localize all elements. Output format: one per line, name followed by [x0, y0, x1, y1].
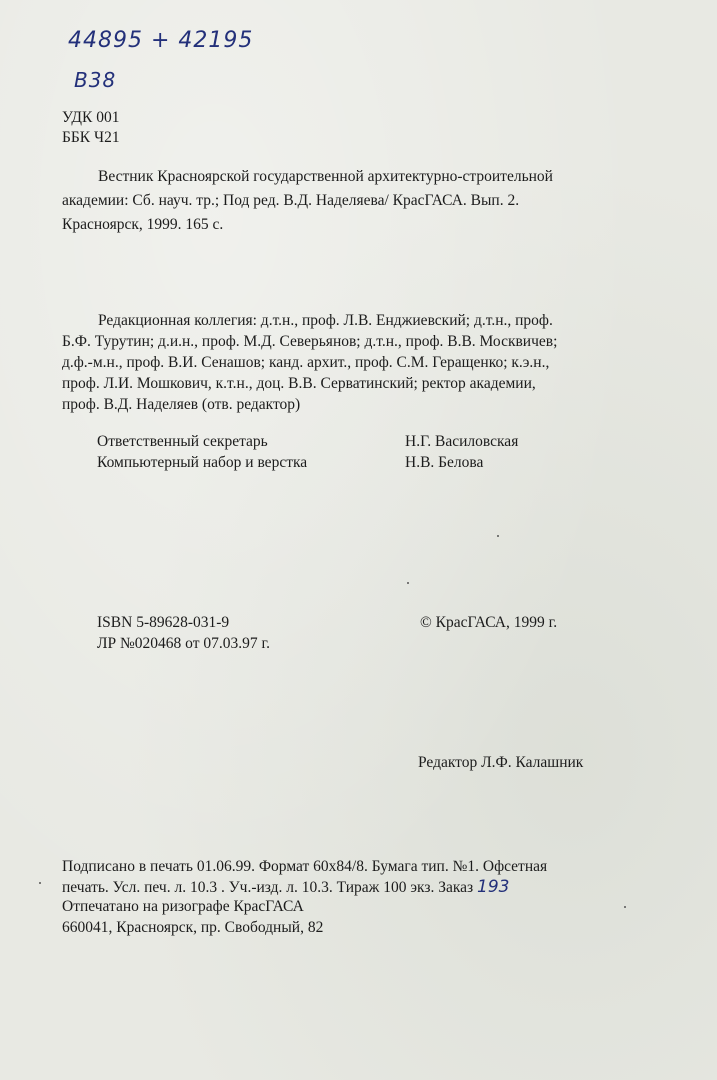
paper-speck — [497, 535, 499, 537]
udk-code: УДК 001 — [62, 109, 120, 126]
citation-line: Вестник Красноярской государственной архитектурно-строительной — [98, 168, 553, 185]
staff-name: Н.Г. Василовская — [405, 433, 519, 450]
editorial-board-line: проф. Л.И. Мошкович, к.т.н., доц. В.В. Серватинский; ректор академии, — [62, 375, 536, 392]
citation-block — [62, 169, 634, 239]
staff-name: Н.В. Белова — [405, 454, 484, 471]
editorial-board-block — [62, 313, 634, 413]
imprint-line-text: печать. Усл. печ. л. 10.3 . Уч.-изд. л. 10.3. Тираж 100 экз. Заказ — [62, 879, 474, 896]
imprint-line: Подписано в печать 01.06.99. Формат 60х84/8. Бумага тип. №1. Офсетная — [62, 858, 548, 875]
paper-speck — [624, 906, 626, 908]
editorial-board-line: Редакционная коллегия: д.т.н., проф. Л.В. Енджиевский; д.т.н., проф. — [98, 312, 553, 329]
citation-line: Красноярск, 1999. 165 с. — [62, 216, 224, 233]
editorial-board-line: проф. В.Д. Наделяев (отв. редактор) — [62, 396, 301, 413]
imprint-line: Отпечатано на ризографе КрасГАСА — [62, 898, 304, 915]
isbn: ISBN 5-89628-031-9 — [97, 614, 230, 631]
paper-speck — [407, 582, 409, 584]
bbk-code: ББК Ч21 — [62, 129, 120, 146]
handwritten-shelf-code: В38 — [74, 68, 117, 92]
paper-speck — [39, 882, 41, 884]
editorial-board-line: д.ф.-м.н., проф. В.И. Сенашов; канд. архит., проф. С.М. Геращенко; к.э.н., — [62, 354, 550, 371]
citation-line: академии: Сб. науч. тр.; Под ред. В.Д. Наделяева/ КрасГАСА. Вып. 2. — [62, 192, 520, 209]
copyright: © КрасГАСА, 1999 г. — [420, 614, 558, 631]
license-number: ЛР №020468 от 07.03.97 г. — [97, 635, 270, 652]
editorial-board-line: Б.Ф. Турутин; д.и.н., проф. М.Д. Северьянов; д.т.н., проф. В.В. Москвичев; — [62, 333, 558, 350]
staff-role: Ответственный секретарь — [97, 433, 268, 450]
staff-role: Компьютерный набор и верстка — [97, 454, 308, 471]
handwritten-order-number: 193 — [477, 877, 510, 897]
editor-credit: Редактор Л.Ф. Калашник — [418, 754, 584, 771]
imprint-line — [62, 879, 509, 896]
imprint-line: 660041, Красноярск, пр. Свободный, 82 — [62, 919, 324, 936]
handwritten-inventory-numbers: 44895 + 42195 — [68, 28, 254, 53]
